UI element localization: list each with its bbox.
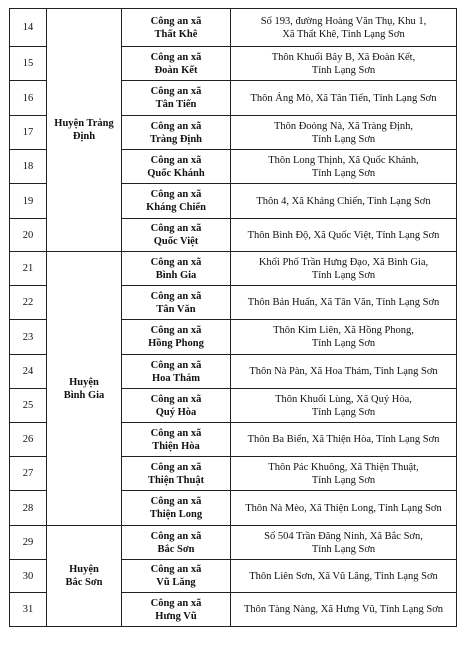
row-number: 17 <box>10 116 47 150</box>
row-number: 27 <box>10 457 47 491</box>
police-unit-line: Công an xã <box>150 120 202 132</box>
police-unit-line: Kháng Chiến <box>146 202 206 213</box>
police-address <box>231 526 457 560</box>
police-address <box>231 150 457 184</box>
police-unit <box>122 286 231 320</box>
district-name-line: Định <box>72 131 96 142</box>
police-address-line: Thôn Khuổi Lùng, Xã Quý Hòa, <box>275 393 412 405</box>
police-address <box>231 491 457 526</box>
district-name-line: Bình Gia <box>63 389 105 401</box>
police-address <box>231 423 457 457</box>
police-unit-line: Công an xã <box>150 427 202 439</box>
police-unit <box>122 9 231 47</box>
district-name <box>47 9 122 252</box>
police-address-line: Thôn Bản Huấn, Xã Tân Văn, Tỉnh Lạng Sơn <box>247 297 440 308</box>
row-number: 31 <box>10 593 47 627</box>
police-unit <box>122 389 231 423</box>
police-unit-line: Bắc Sơn <box>157 543 195 555</box>
police-unit <box>122 150 231 184</box>
police-address-line: Tỉnh Lạng Sơn <box>311 64 376 76</box>
row-number: 30 <box>10 560 47 593</box>
police-address-line: Thôn Nà Mèo, Xã Thiện Long, Tỉnh Lạng Sơn <box>245 502 442 514</box>
police-address <box>231 389 457 423</box>
police-unit <box>122 81 231 116</box>
police-unit-line: Công an xã <box>150 393 202 405</box>
police-unit <box>122 423 231 457</box>
police-address-line: Thôn Kim Liên, Xã Hồng Phong, <box>273 325 414 336</box>
police-unit <box>122 116 231 150</box>
police-address-line: Thôn Ba Biển, Xã Thiện Hòa, Tỉnh Lạng Sơn <box>247 434 440 445</box>
police-address-line: Thôn Bình Độ, Xã Quốc Việt, Tỉnh Lạng Sơn <box>247 229 440 241</box>
police-unit-line: Hồng Phong <box>148 338 204 349</box>
police-unit-line: Công an xã <box>150 86 202 97</box>
police-unit-line: Quốc Việt <box>153 236 199 247</box>
police-unit <box>122 491 231 526</box>
police-address <box>231 286 457 320</box>
police-address-line: Thôn 4, Xã Kháng Chiến, Tỉnh Lạng Sơn <box>256 195 431 207</box>
police-address <box>231 320 457 355</box>
police-address-line: Số 193, đường Hoàng Văn Thụ, Khu 1, <box>260 15 427 27</box>
police-address-line: Thôn Nà Pàn, Xã Hoa Thám, Tỉnh Lạng Sơn <box>249 366 438 377</box>
police-unit <box>122 593 231 627</box>
row-number: 18 <box>10 150 47 184</box>
table-row <box>10 252 457 286</box>
row-number: 16 <box>10 81 47 116</box>
police-address-line: Thôn Áng Mò, Xã Tân Tiến, Tỉnh Lạng Sơn <box>250 92 437 104</box>
police-address <box>231 47 457 81</box>
row-number: 22 <box>10 286 47 320</box>
police-address-line: Thôn Liên Sơn, Xã Vũ Lăng, Tỉnh Lạng Sơn <box>249 570 438 582</box>
police-unit <box>122 252 231 286</box>
police-unit-line: Quốc Khánh <box>147 167 205 179</box>
police-address-line: Tỉnh Lạng Sơn <box>311 133 376 145</box>
police-address-line: Số 504 Trần Đăng Ninh, Xã Bắc Sơn, <box>264 530 423 542</box>
police-address-line: Tỉnh Lạng Sơn <box>311 543 376 555</box>
police-unit-line: Công an xã <box>150 256 202 268</box>
police-unit-line: Tân Tiến <box>155 99 197 110</box>
row-number: 23 <box>10 320 47 355</box>
police-unit <box>122 457 231 491</box>
police-unit-line: Thiện Long <box>149 509 203 520</box>
police-unit-line: Công an xã <box>150 597 202 609</box>
row-number: 15 <box>10 47 47 81</box>
police-unit-line: Bình Gia <box>155 269 197 281</box>
police-unit-line: Hưng Vũ <box>155 610 197 622</box>
table-row <box>10 526 457 560</box>
district-name-line: Huyện <box>69 564 99 575</box>
police-address <box>231 184 457 219</box>
police-address-line: Thôn Tàng Nàng, Xã Hưng Vũ, Tỉnh Lạng Sơn <box>243 604 444 615</box>
police-unit <box>122 47 231 81</box>
police-unit-line: Công an xã <box>150 496 202 507</box>
police-unit-line: Công an xã <box>150 51 202 63</box>
police-unit-line: Công an xã <box>150 325 202 336</box>
police-address-line: Thôn Pác Khuông, Xã Thiện Thuật, <box>268 461 419 473</box>
police-unit-line: Công an xã <box>150 530 202 542</box>
row-number: 29 <box>10 526 47 560</box>
police-unit-line: Tràng Định <box>149 133 203 145</box>
police-address <box>231 560 457 593</box>
police-address <box>231 355 457 389</box>
police-unit-line: Công an xã <box>150 359 202 371</box>
row-number: 21 <box>10 252 47 286</box>
table-body <box>10 9 457 627</box>
row-number: 26 <box>10 423 47 457</box>
district-name-line: Huyện <box>69 376 99 388</box>
row-number: 14 <box>10 9 47 47</box>
police-unit-line: Công an xã <box>150 290 202 302</box>
district-name-line: Huyện Tràng <box>54 118 114 129</box>
police-unit-line: Hoa Thám <box>152 372 200 384</box>
row-number: 25 <box>10 389 47 423</box>
police-unit-line: Công an xã <box>150 189 202 200</box>
district-name <box>47 526 122 627</box>
police-unit-line: Thất Khê <box>154 28 198 40</box>
district-name-line: Bắc Sơn <box>65 577 103 588</box>
police-unit <box>122 219 231 252</box>
police-address-line: Tỉnh Lạng Sơn <box>311 474 376 486</box>
row-number: 20 <box>10 219 47 252</box>
row-number: 28 <box>10 491 47 526</box>
police-address-line: Khối Phố Trần Hưng Đạo, Xã Bình Gia, <box>258 256 429 268</box>
police-unit-line: Quý Hòa <box>155 406 197 418</box>
police-unit <box>122 184 231 219</box>
police-address <box>231 219 457 252</box>
police-address <box>231 81 457 116</box>
police-address <box>231 116 457 150</box>
police-address-line: Thôn Khuổi Bây B, Xã Đoàn Kết, <box>271 51 416 63</box>
police-unit-line: Đoàn Kết <box>154 64 198 76</box>
table-row <box>10 9 457 47</box>
police-address-line: Xã Thất Khê, Tỉnh Lạng Sơn <box>282 28 405 40</box>
police-unit-line: Thiện Hòa <box>152 440 200 452</box>
police-address-line: Tỉnh Lạng Sơn <box>311 269 376 281</box>
police-address-line: Tỉnh Lạng Sơn <box>311 338 376 349</box>
police-station-table <box>9 8 457 627</box>
police-address-line: Tỉnh Lạng Sơn <box>311 167 376 179</box>
police-unit <box>122 320 231 355</box>
police-address <box>231 9 457 47</box>
police-unit <box>122 526 231 560</box>
police-unit-line: Vũ Lăng <box>156 577 196 588</box>
police-address <box>231 252 457 286</box>
police-unit-line: Công an xã <box>150 15 202 27</box>
police-unit-line: Công an xã <box>150 223 202 234</box>
district-name <box>47 252 122 526</box>
police-unit-line: Công an xã <box>150 564 202 575</box>
police-unit <box>122 355 231 389</box>
police-address <box>231 593 457 627</box>
police-unit-line: Thiện Thuật <box>147 474 205 486</box>
police-unit-line: Công an xã <box>150 461 202 473</box>
police-address <box>231 457 457 491</box>
police-unit <box>122 560 231 593</box>
row-number: 19 <box>10 184 47 219</box>
police-address-line: Thôn Long Thịnh, Xã Quốc Khánh, <box>268 154 419 166</box>
row-number: 24 <box>10 355 47 389</box>
police-address-line: Tỉnh Lạng Sơn <box>311 406 376 418</box>
police-unit-line: Công an xã <box>150 154 202 166</box>
police-unit-line: Tân Văn <box>156 303 196 315</box>
police-address-line: Thôn Đoỏng Nà, Xã Tràng Định, <box>273 120 414 132</box>
